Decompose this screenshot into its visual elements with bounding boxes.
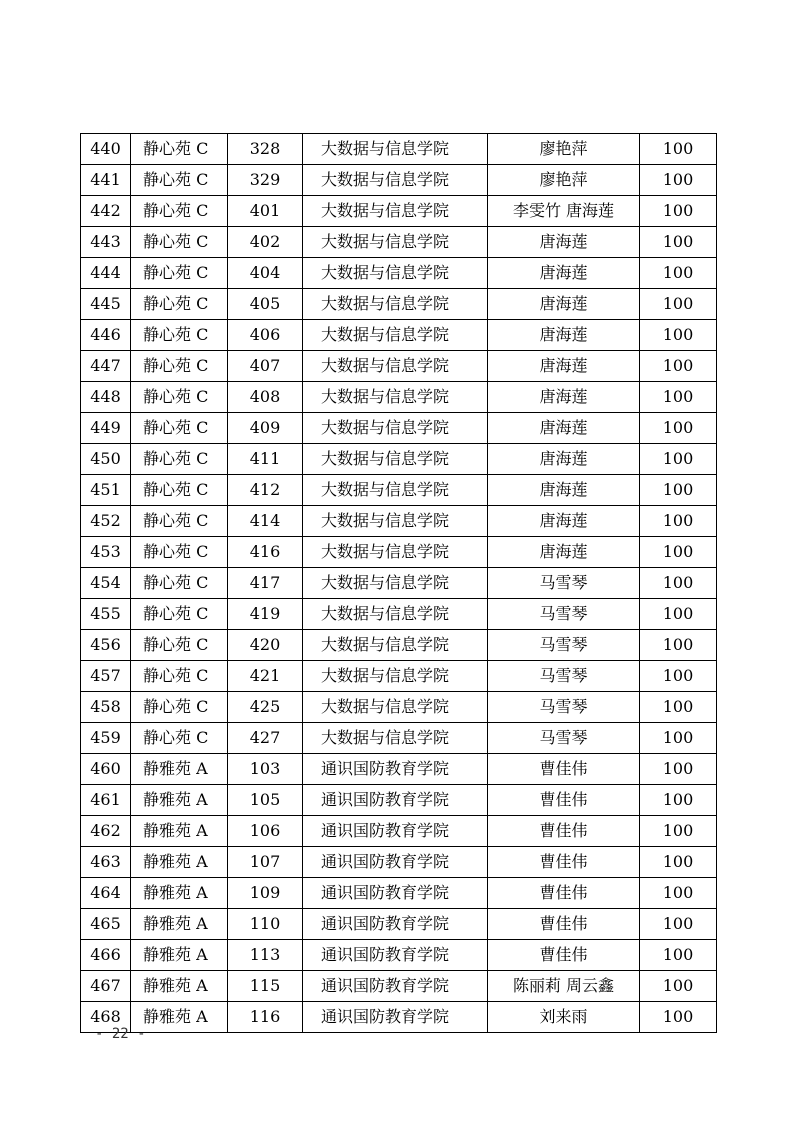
- college-cell: 大数据与信息学院: [303, 382, 488, 413]
- tutor-cell: 曹佳伟: [488, 785, 640, 816]
- row-number-cell: 445: [81, 289, 131, 320]
- tutor-cell: 马雪琴: [488, 723, 640, 754]
- score-cell: 100: [640, 661, 717, 692]
- building-cell: 静心苑 C: [131, 444, 228, 475]
- college-cell: 通识国防教育学院: [303, 785, 488, 816]
- college-cell: 大数据与信息学院: [303, 413, 488, 444]
- college-cell: 大数据与信息学院: [303, 351, 488, 382]
- row-number-cell: 458: [81, 692, 131, 723]
- row-number-cell: 446: [81, 320, 131, 351]
- tutor-cell: 马雪琴: [488, 692, 640, 723]
- row-number-cell: 448: [81, 382, 131, 413]
- building-cell: 静心苑 C: [131, 506, 228, 537]
- score-cell: 100: [640, 320, 717, 351]
- score-cell: 100: [640, 413, 717, 444]
- score-cell: 100: [640, 816, 717, 847]
- tutor-cell: 廖艳萍: [488, 134, 640, 165]
- row-number-cell: 452: [81, 506, 131, 537]
- table-row: [81, 320, 717, 351]
- college-cell: 大数据与信息学院: [303, 506, 488, 537]
- row-number-cell: 441: [81, 165, 131, 196]
- score-cell: 100: [640, 1002, 717, 1033]
- room-cell: 404: [228, 258, 303, 289]
- tutor-cell: 唐海莲: [488, 258, 640, 289]
- table-row: [81, 692, 717, 723]
- room-cell: 408: [228, 382, 303, 413]
- score-cell: 100: [640, 599, 717, 630]
- score-cell: 100: [640, 692, 717, 723]
- college-cell: 大数据与信息学院: [303, 661, 488, 692]
- row-number-cell: 464: [81, 878, 131, 909]
- building-cell: 静心苑 C: [131, 196, 228, 227]
- table-row: [81, 227, 717, 258]
- table-row: [81, 909, 717, 940]
- tutor-cell: 唐海莲: [488, 289, 640, 320]
- college-cell: 通识国防教育学院: [303, 971, 488, 1002]
- table-row: [81, 351, 717, 382]
- college-cell: 通识国防教育学院: [303, 1002, 488, 1033]
- college-cell: 大数据与信息学院: [303, 227, 488, 258]
- room-cell: 110: [228, 909, 303, 940]
- college-cell: 大数据与信息学院: [303, 475, 488, 506]
- college-cell: 大数据与信息学院: [303, 289, 488, 320]
- room-cell: 401: [228, 196, 303, 227]
- score-cell: 100: [640, 971, 717, 1002]
- tutor-cell: 马雪琴: [488, 568, 640, 599]
- table-row: [81, 878, 717, 909]
- room-cell: 106: [228, 816, 303, 847]
- building-cell: 静雅苑 A: [131, 816, 228, 847]
- building-cell: 静心苑 C: [131, 320, 228, 351]
- room-cell: 328: [228, 134, 303, 165]
- table-row: [81, 661, 717, 692]
- college-cell: 大数据与信息学院: [303, 537, 488, 568]
- score-cell: 100: [640, 878, 717, 909]
- row-number-cell: 465: [81, 909, 131, 940]
- building-cell: 静心苑 C: [131, 599, 228, 630]
- row-number-cell: 459: [81, 723, 131, 754]
- college-cell: 通识国防教育学院: [303, 816, 488, 847]
- table-row: [81, 754, 717, 785]
- table-row: [81, 1002, 717, 1033]
- table-body: [81, 134, 717, 1033]
- college-cell: 大数据与信息学院: [303, 134, 488, 165]
- row-number-cell: 451: [81, 475, 131, 506]
- college-cell: 通识国防教育学院: [303, 847, 488, 878]
- college-cell: 大数据与信息学院: [303, 692, 488, 723]
- building-cell: 静雅苑 A: [131, 847, 228, 878]
- table-row: [81, 847, 717, 878]
- score-cell: 100: [640, 475, 717, 506]
- building-cell: 静心苑 C: [131, 413, 228, 444]
- tutor-cell: 唐海莲: [488, 475, 640, 506]
- college-cell: 大数据与信息学院: [303, 723, 488, 754]
- page-number: - 22 -: [95, 1026, 146, 1042]
- score-cell: 100: [640, 537, 717, 568]
- room-cell: 405: [228, 289, 303, 320]
- score-cell: 100: [640, 196, 717, 227]
- tutor-cell: 唐海莲: [488, 351, 640, 382]
- building-cell: 静心苑 C: [131, 165, 228, 196]
- score-cell: 100: [640, 940, 717, 971]
- row-number-cell: 447: [81, 351, 131, 382]
- college-cell: 大数据与信息学院: [303, 568, 488, 599]
- table-row: [81, 971, 717, 1002]
- room-cell: 425: [228, 692, 303, 723]
- tutor-cell: 廖艳萍: [488, 165, 640, 196]
- table-row: [81, 568, 717, 599]
- college-cell: 通识国防教育学院: [303, 878, 488, 909]
- building-cell: 静心苑 C: [131, 568, 228, 599]
- row-number-cell: 466: [81, 940, 131, 971]
- row-number-cell: 463: [81, 847, 131, 878]
- score-cell: 100: [640, 351, 717, 382]
- room-cell: 116: [228, 1002, 303, 1033]
- table-row: [81, 289, 717, 320]
- room-cell: 109: [228, 878, 303, 909]
- tutor-cell: 陈丽莉 周云鑫: [488, 971, 640, 1002]
- room-cell: 419: [228, 599, 303, 630]
- building-cell: 静心苑 C: [131, 227, 228, 258]
- tutor-cell: 马雪琴: [488, 599, 640, 630]
- building-cell: 静心苑 C: [131, 537, 228, 568]
- tutor-cell: 马雪琴: [488, 661, 640, 692]
- table-row: [81, 537, 717, 568]
- dormitory-score-table: [80, 133, 717, 1033]
- building-cell: 静心苑 C: [131, 661, 228, 692]
- tutor-cell: 唐海莲: [488, 227, 640, 258]
- room-cell: 407: [228, 351, 303, 382]
- room-cell: 406: [228, 320, 303, 351]
- table-row: [81, 413, 717, 444]
- score-cell: 100: [640, 723, 717, 754]
- building-cell: 静心苑 C: [131, 723, 228, 754]
- building-cell: 静心苑 C: [131, 692, 228, 723]
- table-row: [81, 940, 717, 971]
- building-cell: 静心苑 C: [131, 258, 228, 289]
- building-cell: 静雅苑 A: [131, 754, 228, 785]
- building-cell: 静心苑 C: [131, 289, 228, 320]
- room-cell: 103: [228, 754, 303, 785]
- room-cell: 411: [228, 444, 303, 475]
- college-cell: 大数据与信息学院: [303, 165, 488, 196]
- table-row: [81, 506, 717, 537]
- room-cell: 427: [228, 723, 303, 754]
- tutor-cell: 唐海莲: [488, 413, 640, 444]
- building-cell: 静心苑 C: [131, 351, 228, 382]
- college-cell: 大数据与信息学院: [303, 196, 488, 227]
- score-cell: 100: [640, 165, 717, 196]
- score-cell: 100: [640, 289, 717, 320]
- tutor-cell: 曹佳伟: [488, 940, 640, 971]
- table-row: [81, 475, 717, 506]
- tutor-cell: 李雯竹 唐海莲: [488, 196, 640, 227]
- college-cell: 通识国防教育学院: [303, 909, 488, 940]
- score-cell: 100: [640, 444, 717, 475]
- room-cell: 113: [228, 940, 303, 971]
- score-cell: 100: [640, 227, 717, 258]
- building-cell: 静雅苑 A: [131, 878, 228, 909]
- row-number-cell: 454: [81, 568, 131, 599]
- table-row: [81, 382, 717, 413]
- tutor-cell: 唐海莲: [488, 506, 640, 537]
- tutor-cell: 唐海莲: [488, 382, 640, 413]
- tutor-cell: 曹佳伟: [488, 878, 640, 909]
- building-cell: 静雅苑 A: [131, 940, 228, 971]
- college-cell: 大数据与信息学院: [303, 599, 488, 630]
- row-number-cell: 449: [81, 413, 131, 444]
- building-cell: 静雅苑 A: [131, 1002, 228, 1033]
- row-number-cell: 444: [81, 258, 131, 289]
- row-number-cell: 456: [81, 630, 131, 661]
- building-cell: 静雅苑 A: [131, 909, 228, 940]
- tutor-cell: 马雪琴: [488, 630, 640, 661]
- room-cell: 416: [228, 537, 303, 568]
- table-row: [81, 630, 717, 661]
- room-cell: 329: [228, 165, 303, 196]
- table-row: [81, 165, 717, 196]
- room-cell: 409: [228, 413, 303, 444]
- row-number-cell: 461: [81, 785, 131, 816]
- building-cell: 静心苑 C: [131, 475, 228, 506]
- room-cell: 412: [228, 475, 303, 506]
- building-cell: 静心苑 C: [131, 630, 228, 661]
- table-row: [81, 444, 717, 475]
- table-row: [81, 196, 717, 227]
- tutor-cell: 唐海莲: [488, 320, 640, 351]
- score-cell: 100: [640, 382, 717, 413]
- tutor-cell: 刘来雨: [488, 1002, 640, 1033]
- building-cell: 静雅苑 A: [131, 785, 228, 816]
- tutor-cell: 唐海莲: [488, 444, 640, 475]
- room-cell: 107: [228, 847, 303, 878]
- tutor-cell: 曹佳伟: [488, 816, 640, 847]
- row-number-cell: 442: [81, 196, 131, 227]
- college-cell: 通识国防教育学院: [303, 754, 488, 785]
- row-number-cell: 468: [81, 1002, 131, 1033]
- room-cell: 417: [228, 568, 303, 599]
- table-row: [81, 816, 717, 847]
- room-cell: 105: [228, 785, 303, 816]
- score-cell: 100: [640, 630, 717, 661]
- table-row: [81, 258, 717, 289]
- college-cell: 通识国防教育学院: [303, 940, 488, 971]
- row-number-cell: 443: [81, 227, 131, 258]
- building-cell: 静心苑 C: [131, 382, 228, 413]
- row-number-cell: 457: [81, 661, 131, 692]
- row-number-cell: 467: [81, 971, 131, 1002]
- tutor-cell: 曹佳伟: [488, 754, 640, 785]
- college-cell: 大数据与信息学院: [303, 258, 488, 289]
- tutor-cell: 曹佳伟: [488, 909, 640, 940]
- score-cell: 100: [640, 506, 717, 537]
- table-row: [81, 785, 717, 816]
- room-cell: 421: [228, 661, 303, 692]
- table-row: [81, 723, 717, 754]
- tutor-cell: 曹佳伟: [488, 847, 640, 878]
- score-cell: 100: [640, 568, 717, 599]
- building-cell: 静雅苑 A: [131, 971, 228, 1002]
- row-number-cell: 460: [81, 754, 131, 785]
- row-number-cell: 455: [81, 599, 131, 630]
- score-cell: 100: [640, 134, 717, 165]
- room-cell: 420: [228, 630, 303, 661]
- room-cell: 414: [228, 506, 303, 537]
- table-row: [81, 599, 717, 630]
- row-number-cell: 450: [81, 444, 131, 475]
- row-number-cell: 462: [81, 816, 131, 847]
- college-cell: 大数据与信息学院: [303, 320, 488, 351]
- college-cell: 大数据与信息学院: [303, 444, 488, 475]
- row-number-cell: 453: [81, 537, 131, 568]
- score-cell: 100: [640, 754, 717, 785]
- row-number-cell: 440: [81, 134, 131, 165]
- room-cell: 402: [228, 227, 303, 258]
- college-cell: 大数据与信息学院: [303, 630, 488, 661]
- tutor-cell: 唐海莲: [488, 537, 640, 568]
- score-cell: 100: [640, 909, 717, 940]
- score-cell: 100: [640, 258, 717, 289]
- score-cell: 100: [640, 785, 717, 816]
- table-row: [81, 134, 717, 165]
- room-cell: 115: [228, 971, 303, 1002]
- building-cell: 静心苑 C: [131, 134, 228, 165]
- score-cell: 100: [640, 847, 717, 878]
